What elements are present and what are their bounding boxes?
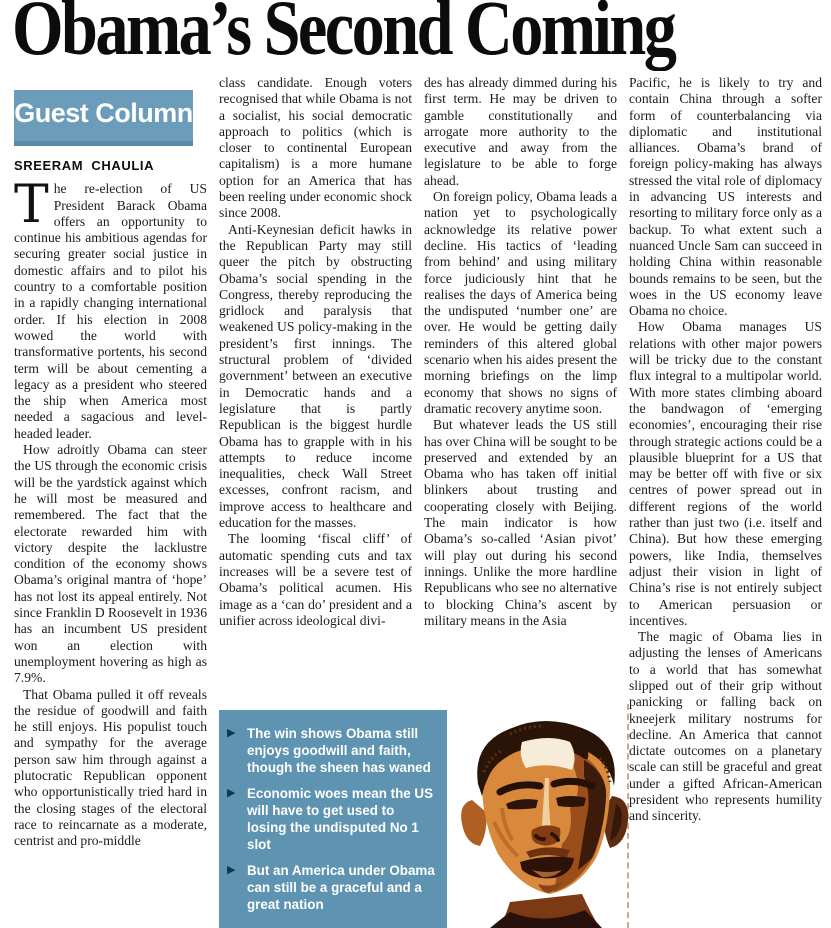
paragraph: On foreign policy, Obama leads a nation yet to psychologically acknowledge its relative power decline. His tactics of ‘leading from behind’ and using military force judiciously hint that he realises the days of America being the undisputed ‘number one’ are over. He would be getting daily reminders of this altered global scenario when his aides present the morning briefings on the limp economy that shows no signs of dramatic recovery anytime soon. bbox=[424, 189, 617, 416]
callout-body bbox=[219, 710, 447, 928]
arrow-right-icon: ▶ bbox=[227, 864, 236, 876]
paragraph: How Obama manages US relations with other major powers will be tricky due to the constant flux integral to a multipolar world. With more states climbing aboard the bandwagon of ‘emerging economies’, encouraging their rise through strategic actions could be a plausible blueprint for a US that may be better off with five or six centres of power spread out in different regions of the world rather than just two (i.e. itself and China). But how these emerging powers, like India, themselves adjust their vision in light of China’s rise is not entirely subject to American persuasion or incentives. bbox=[629, 319, 822, 628]
callout-bullet-text: Economic woes mean the US will have to get used to losing the undisputed No 1 slot bbox=[247, 786, 434, 852]
callout-bullet bbox=[225, 725, 435, 776]
paragraph: How adroitly Obama can steer the US through the economic crisis will be the yardstick against which he will most be measured and remembered. The fact that the electorate rewarded him with victory despite the lacklustre condition of the economy shows Obama’s original mantra of ‘hope’ has not lost its appeal entirely. Not since Franklin D Roosevelt in 1936 has an incumbent US president won an election with unemployment hovering as high as 7.9%. bbox=[14, 442, 207, 686]
callout-bullet bbox=[225, 785, 435, 853]
page-title: Obama’s Second Coming bbox=[12, 0, 675, 71]
paragraph: That Obama pulled it off reveals the residue of goodwill and faith he still enjoys. His populist touch and sympathy for the average person saw him through against a plutocratic Republican opponent who opportunistically tried hard in the closing stages of the electoral race to reincarnate as a moderate, centrist and pro-middle bbox=[14, 686, 207, 849]
arrow-right-icon: ▶ bbox=[227, 727, 236, 739]
paragraph bbox=[14, 175, 207, 442]
masthead bbox=[12, 0, 831, 71]
paragraph: class candidate. Enough voters recognised that while Obama is not a socialist, his social democratic approach to politics (which is closer to continental European capitalism) is a more humane option for an America that has been reeling under economic shock since 2008. bbox=[219, 75, 412, 221]
paragraph: Pacific, he is likely to try and contain China through a softer form of counterbalancing via diplomatic and institutional alliances. Obama’s brand of foreign policy-making has always stressed the vital role of diplomacy in advancing US interests and resorting to military force only as a backup. To what extent such a nuanced Uncle Sam can succeed in holding China within reasonable bounds remains to be seen, but the woes in the US economy leave Obama no choice. bbox=[629, 75, 822, 319]
paragraph: des has already dimmed during his first term. He may be driven to gamble constitutionally and arrogate more authority to the executive and away from the legislature to be able to forge ahead. bbox=[424, 75, 617, 188]
callout-bullet-text: But an America under Obama can still be a graceful and a great nation bbox=[247, 863, 435, 912]
paragraph: Anti-Keynesian deficit hawks in the Republican Party may still queer the pitch by obstructing Obama’s social spending in the Congress, thereby reproducing the gridlock and paralysis that weakened US policy-making in the president’s first innings. The structural problem of ‘divided government’ between an executive in Democratic hands and a legislature that is partly Republican is the biggest hurdle Obama has to grapple with in his attempts to reduce income inequalities, check Wall Street excesses, confront racism, and improve access to healthcare and education for the masses. bbox=[219, 221, 412, 531]
article-column-4 bbox=[629, 75, 822, 928]
arrow-right-icon: ▶ bbox=[227, 787, 236, 799]
paragraph: But whatever leads the US still has over China will be sought to be preserved and extended by an Obama who has taken off initial blinkers about trusting and cooperating closely with Beijing. The main indicator is how Obama’s so-called ‘Asian pivot’ will play out during his second innings. Unlike the more hardline Republicans who see no alternative to blocking China’s ascent by military means in the Asia bbox=[424, 417, 617, 628]
article-column-1 bbox=[14, 75, 207, 928]
paragraph-text: he re-election of US President Barack Obama offers an opportunity to continue his ambitious agendas for securing greater social justice in domestic affairs and to pilot his country to a comfortable position in a rapidly changing international order. If his election in 2008 wowed the world with transformative portents, his second term will be about cementing a legacy as a president who steered the ship when America most needed a sagacious and level-headed leader. bbox=[14, 181, 207, 441]
guest-column-label: Guest Column bbox=[14, 98, 193, 129]
paragraph: The looming ‘fiscal cliff’ of automatic spending cuts and tax increases will be a severe test of Obama’s political acumen. His image as a ‘can do’ president and a unifier across ideological divi- bbox=[219, 531, 412, 628]
callout-bullet bbox=[225, 862, 435, 913]
article-column-2 bbox=[219, 75, 412, 707]
obama-portrait-illustration bbox=[450, 712, 635, 928]
callout-bullet-text: The win shows Obama still enjoys goodwill and faith, though the sheen has waned bbox=[247, 726, 431, 775]
byline: SREERAM CHAULIA bbox=[14, 158, 155, 173]
article-column-3 bbox=[424, 75, 617, 711]
drop-cap: T bbox=[14, 175, 49, 236]
key-points-callout-box bbox=[219, 710, 447, 917]
paragraph: The magic of Obama lies in adjusting the lenses of Americans to a world that has somewhat slipped out of their grip without panicking or falling back on kneejerk military nostrums for decline. An America that cannot dictate outcomes on a planetary scale can still be graceful and great under a gifted African-American president who represents humility and sincerity. bbox=[629, 629, 822, 824]
guest-column-banner bbox=[14, 90, 193, 146]
